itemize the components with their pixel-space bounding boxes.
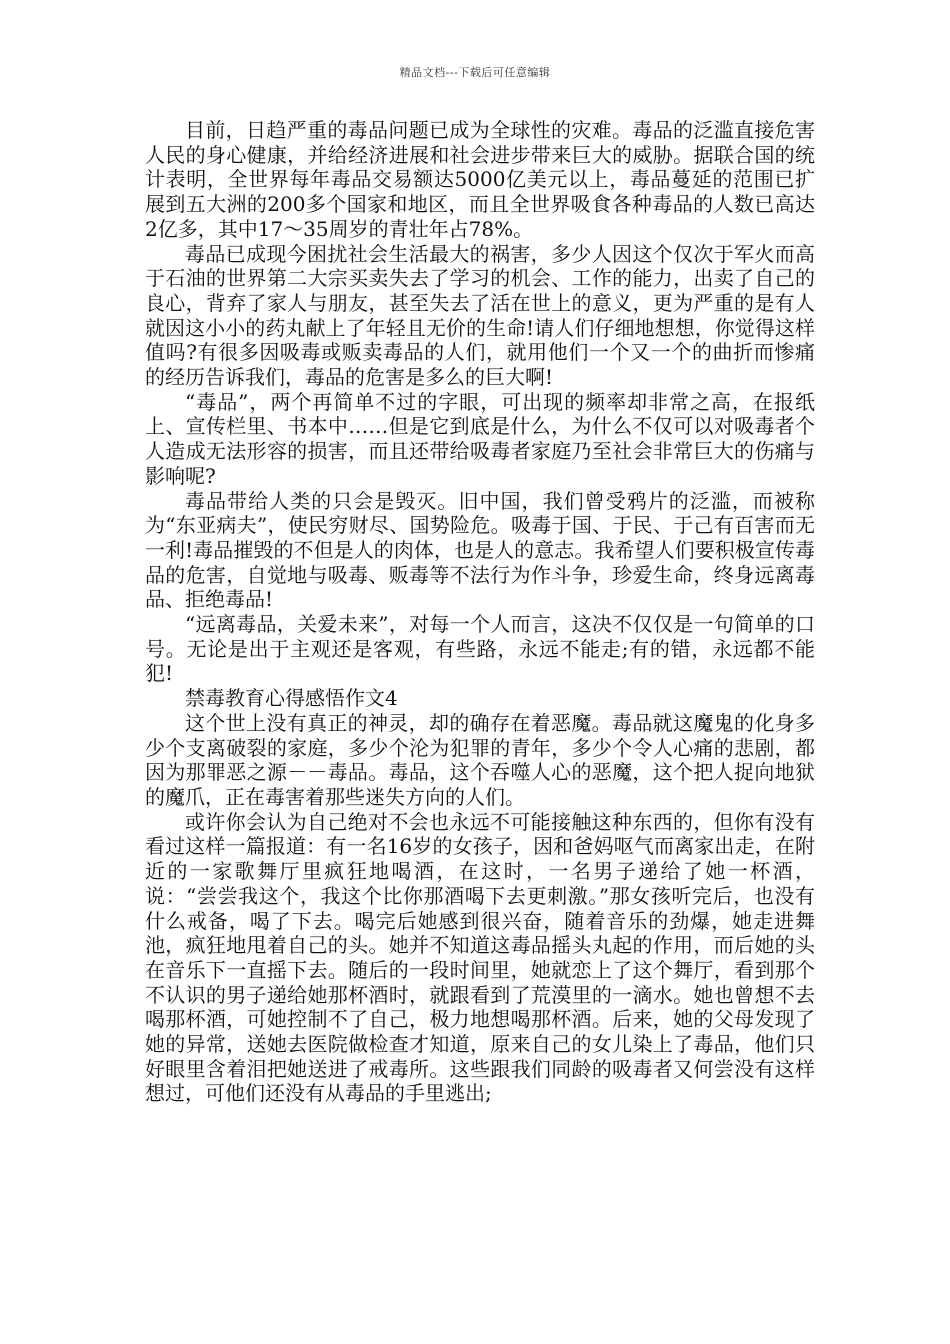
paragraph: 目前，日趋严重的毒品问题已成为全球性的灾难。毒品的泛滥直接危害人民的身心健康，并给经济进展和社会进步带来巨大的威胁。据联合国的统计表明，全世界每年毒品交易额达5000亿美元以上，毒品蔓延的范围已扩展到五大洲的200多个国家和地区，而且全世界吸食各种毒品的人数已高达2亿多，其中17～35周岁的青壮年占78%。 [145,118,815,241]
document-body [145,118,815,1106]
paragraph: 这个世上没有真正的神灵，却的确存在着恶魔。毒品就这魔鬼的化身多少个支离破裂的家庭，多少个沦为犯罪的青年，多少个令人心痛的悲剧，都因为那罪恶之源－－毒品。毒品，这个吞噬人心的恶魔，这个把人捉向地狱的魔爪，正在毒害着那些迷失方向的人们。 [145,710,815,809]
paragraph: 毒品带给人类的只会是毁灭。旧中国，我们曾受鸦片的泛滥，而被称为“东亚病夫”，使民穷财尽、国势险危。吸毒于国、于民、于己有百害而无一利!毒品摧毁的不但是人的肉体，也是人的意志。我希望人们要积极宣传毒品的危害，自觉地与吸毒、贩毒等不法行为作斗争，珍爱生命，终身远离毒品、拒绝毒品! [145,488,815,612]
paragraph: “毒品”，两个再简单不过的字眼，可出现的频率却非常之高，在报纸上、宣传栏里、书本中……但是它到底是什么，为什么不仅可以对吸毒者个人造成无法形容的损害，而且还带给吸毒者家庭乃至社会非常巨大的伤痛与影响呢? [145,389,815,488]
paragraph: “远离毒品，关爱未来”，对每一个人而言，这决不仅仅是一句简单的口号。无论是出于主观还是客观，有些路，永远不能走;有的错，永远都不能犯! [145,612,815,686]
paragraph: 毒品已成现今困扰社会生活最大的祸害，多少人因这个仅次于军火而高于石油的世界第二大宗买卖失去了学习的机会、工作的能力，出卖了自己的良心，背弃了家人与朋友，甚至失去了活在世上的意义，更为严重的是有人就因这小小的药丸献上了年轻且无价的生命!请人们仔细地想想，你觉得这样值吗?有很多因吸毒或贩卖毒品的人们，就用他们一个又一个的曲折而惨痛的经历告诉我们，毒品的危害是多么的巨大啊! [145,241,815,390]
paragraph: 或许你会认为自己绝对不会也永远不可能接触这种东西的，但你有没有看过这样一篇报道：有一名16岁的女孩子，因和爸妈呕气而离家出走，在附近的一家歌舞厅里疯狂地喝酒，在这时，一名男子递给了她一杯酒，说：“尝尝我这个，我这个比你那酒喝下去更刺激。”那女孩听完后，也没有什么戒备，喝了下去。喝完后她感到很兴奋，随着音乐的劲爆，她走进舞池，疯狂地甩着自己的头。她并不知道这毒品摇头丸起的作用，而后她的头在音乐下一直摇下去。随后的一段时间里，她就恋上了这个舞厅，看到那个不认识的男子递给她那杯酒时，就跟看到了荒漠里的一滴水。她也曾想不去喝那杯酒，可她控制不了自己，极力地想喝那杯酒。后来，她的父母发现了她的异常，送她去医院做检查才知道，原来自己的女儿染上了毒品，他们只好眼里含着泪把她送进了戒毒所。这些跟我们同龄的吸毒者又何尝没有这样想过，可他们还没有从毒品的手里逃出; [145,809,815,1106]
page-header: 精品文档---下载后可任意编辑 [399,66,551,79]
section-heading: 禁毒教育心得感悟作文4 [185,686,398,711]
